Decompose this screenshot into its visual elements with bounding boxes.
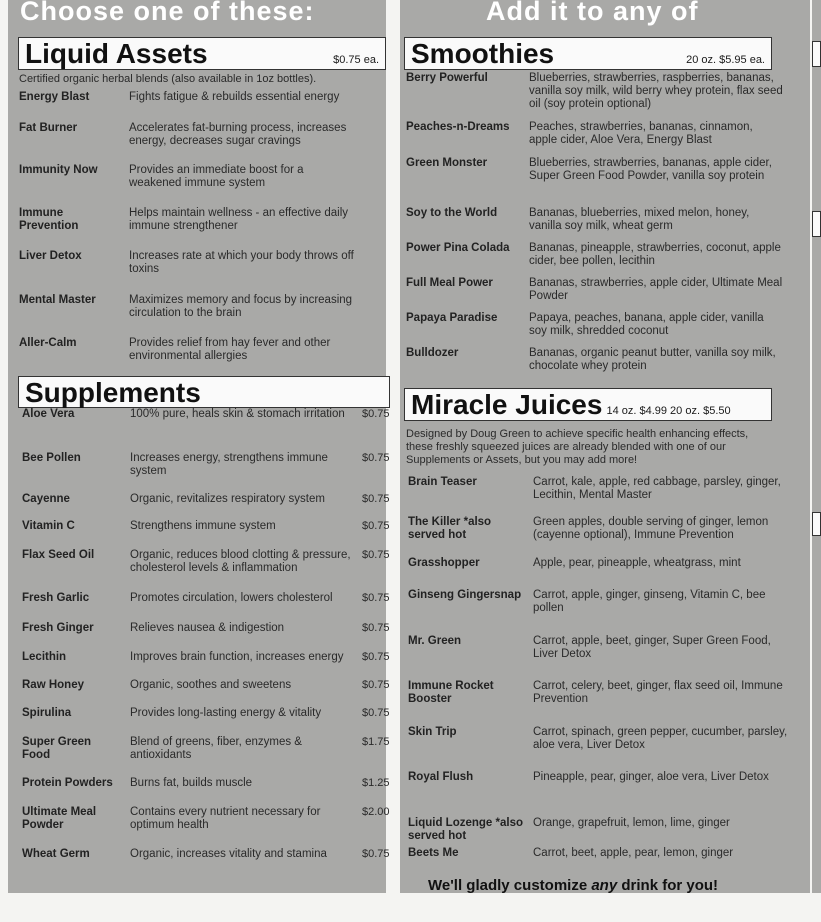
miracle-juices-note: Designed by Doug Green to achieve specific health enhancing effects, these freshly squeezed juices are already blended with one of our Supplements or Assets, but you may add more! — [406, 428, 749, 466]
item-price: $1.25 — [362, 777, 390, 789]
item-name: Power Pina Colada — [406, 242, 510, 254]
item-price: $0.75 — [362, 848, 390, 860]
item-description: Bananas, strawberries, apple cider, Ultimate Meal Powder — [529, 277, 783, 302]
item-description: Provides an immediate boost for a weakened immune system — [129, 164, 304, 189]
item-description: Bananas, organic peanut butter, vanilla soy milk, chocolate whey protein — [529, 347, 776, 372]
item-description: Contains every nutrient necessary for optimum health — [130, 806, 321, 831]
liquid-assets-header — [18, 37, 386, 70]
item-name: Berry Powerful — [406, 72, 488, 84]
item-name: Ginseng Gingersnap — [408, 589, 522, 601]
item-name: Brain Teaser — [408, 476, 477, 488]
item-description: Organic, increases vitality and stamina — [130, 848, 327, 860]
item-name: Aloe Vera — [22, 408, 75, 420]
item-description: Promotes circulation, lowers cholesterol — [130, 592, 333, 604]
left-column — [8, 0, 390, 893]
item-price: $0.75 — [362, 622, 390, 634]
item-description: Provides relief from hay fever and other environmental allergies — [129, 337, 331, 362]
item-name: Ultimate Meal Powder — [22, 806, 97, 831]
item-description: Orange, grapefruit, lemon, lime, ginger — [533, 817, 730, 829]
right-edge-column — [812, 0, 821, 893]
item-description: Bananas, pineapple, strawberries, coconut, apple cider, bee pollen, lecithin — [529, 242, 781, 267]
edge-tab-mid — [812, 211, 821, 237]
item-name: Soy to the World — [406, 207, 498, 219]
footer-text-post: drink for you! — [617, 877, 719, 894]
item-name: Skin Trip — [408, 726, 457, 738]
item-description: Strengthens immune system — [130, 520, 276, 532]
footer-text-pre: We'll gladly customize — [428, 877, 592, 894]
item-description: Carrot, kale, apple, red cabbage, parsley, ginger, Lecithin, Mental Master — [533, 476, 781, 501]
item-name: Spirulina — [22, 707, 72, 719]
item-name: Wheat Germ — [22, 848, 90, 860]
item-price: $1.75 — [362, 736, 390, 748]
item-price: $0.75 — [362, 520, 390, 532]
item-price: $0.75 — [362, 707, 390, 719]
right-banner: Add it to any of — [486, 0, 699, 26]
item-description: Pineapple, pear, ginger, aloe vera, Liver Detox — [533, 771, 769, 783]
item-name: Bee Pollen — [22, 452, 81, 464]
item-description: Carrot, apple, beet, ginger, Super Green Food, Liver Detox — [533, 635, 771, 660]
item-description: Apple, pear, pineapple, wheatgrass, mint — [533, 557, 741, 569]
item-name: Fresh Garlic — [22, 592, 90, 604]
item-price: $0.75 — [362, 493, 390, 505]
right-column — [400, 0, 810, 893]
smoothies-header — [404, 37, 772, 70]
item-name: The Killer *also served hot — [408, 516, 492, 541]
item-name: Fresh Ginger — [22, 622, 94, 634]
edge-tab-low — [812, 512, 821, 536]
item-price: $0.75 — [362, 592, 390, 604]
supplements-title: Supplements — [25, 377, 201, 408]
liquid-assets-title: Liquid Assets — [25, 38, 208, 69]
item-description: Carrot, spinach, green pepper, cucumber, parsley, aloe vera, Liver Detox — [533, 726, 788, 751]
item-name: Mental Master — [19, 294, 96, 306]
item-description: Maximizes memory and focus by increasing circulation to the brain — [129, 294, 353, 319]
item-name: Flax Seed Oil — [22, 549, 95, 561]
item-name: Liquid Lozenge *also served hot — [408, 817, 524, 842]
left-banner: Choose one of these: — [20, 0, 315, 26]
item-name: Mr. Green — [408, 635, 462, 647]
item-name: Lecithin — [22, 651, 67, 663]
item-price: $0.75 — [362, 408, 390, 420]
item-description: Accelerates fat-burning process, increases energy, decreases sugar cravings — [129, 122, 347, 147]
item-name: Raw Honey — [22, 679, 84, 691]
item-name: Fat Burner — [19, 122, 78, 134]
footer-text-em: any — [591, 877, 618, 894]
item-name: Royal Flush — [408, 771, 474, 783]
item-description: Peaches, strawberries, bananas, cinnamon, apple cider, Aloe Vera, Energy Blast — [529, 121, 753, 146]
item-description: 100% pure, heals skin & stomach irritation — [130, 408, 345, 420]
miracle-juices-title: Miracle Juices — [411, 389, 603, 420]
item-description: Organic, soothes and sweetens — [130, 679, 292, 691]
item-description: Increases rate at which your body throws off toxins — [129, 250, 354, 275]
liquid-assets-price: $0.75 ea. — [333, 54, 379, 66]
item-name: Immune Prevention — [19, 207, 79, 232]
item-name: Aller-Calm — [19, 337, 77, 349]
item-description: Relieves nausea & indigestion — [130, 622, 285, 634]
item-name: Bulldozer — [406, 347, 459, 359]
item-description: Provides long-lasting energy & vitality — [130, 707, 322, 719]
item-price: $0.75 — [362, 679, 390, 691]
item-description: Burns fat, builds muscle — [130, 777, 253, 789]
item-name: Papaya Paradise — [406, 312, 498, 324]
item-description: Papaya, peaches, banana, apple cider, vanilla soy milk, shredded coconut — [529, 312, 764, 337]
customize-footer — [428, 877, 718, 894]
item-description: Improves brain function, increases energy — [130, 651, 344, 663]
item-name: Grasshopper — [408, 557, 480, 569]
liquid-assets-note: Certified organic herbal blends (also available in 1oz bottles). — [19, 73, 317, 85]
item-name: Peaches-n-Dreams — [406, 121, 510, 133]
item-description: Organic, reduces blood clotting & pressure, cholesterol levels & inflammation — [130, 549, 351, 574]
item-name: Liver Detox — [19, 250, 82, 262]
item-description: Carrot, apple, ginger, ginseng, Vitamin C, bee pollen — [533, 589, 766, 614]
item-name: Immunity Now — [19, 164, 98, 176]
item-description: Blend of greens, fiber, enzymes & antioxidants — [130, 736, 302, 761]
item-description: Increases energy, strengthens immune system — [130, 452, 328, 477]
item-name: Cayenne — [22, 493, 70, 505]
miracle-juices-price: 14 oz. $4.99 20 oz. $5.50 — [606, 405, 731, 417]
item-price: $0.75 — [362, 651, 390, 663]
item-description: Blueberries, strawberries, raspberries, bananas, vanilla soy milk, wild berry whey protein, flax seed oil (soy protein optional) — [529, 72, 783, 110]
smoothies-title: Smoothies — [411, 38, 555, 69]
miracle-juices-header — [404, 388, 772, 421]
item-name: Beets Me — [408, 847, 459, 859]
supplements-header — [18, 376, 390, 408]
item-description: Fights fatigue & rebuilds essential energy — [129, 91, 340, 103]
item-description: Organic, revitalizes respiratory system — [130, 493, 325, 505]
item-name: Full Meal Power — [406, 277, 493, 289]
item-description: Blueberries, strawberries, bananas, apple cider, Super Green Food Powder, vanilla soy protein — [529, 157, 772, 182]
item-name: Super Green Food — [22, 736, 92, 761]
item-description: Carrot, beet, apple, pear, lemon, ginger — [533, 847, 734, 859]
smoothies-price: 20 oz. $5.95 ea. — [686, 54, 765, 66]
item-name: Protein Powders — [22, 777, 113, 789]
item-description: Green apples, double serving of ginger, lemon (cayenne optional), Immune Prevention — [533, 516, 769, 541]
item-name: Green Monster — [406, 157, 488, 169]
item-name: Immune Rocket Booster — [408, 680, 494, 705]
item-description: Helps maintain wellness - an effective daily immune strengthener — [129, 207, 349, 232]
item-name: Vitamin C — [22, 520, 75, 532]
edge-tab-top — [812, 41, 821, 67]
item-price: $2.00 — [362, 806, 390, 818]
item-description: Carrot, celery, beet, ginger, flax seed oil, Immune Prevention — [533, 680, 783, 705]
item-description: Bananas, blueberries, mixed melon, honey, vanilla soy milk, wheat germ — [529, 207, 750, 232]
item-name: Energy Blast — [19, 91, 90, 103]
item-price: $0.75 — [362, 452, 390, 464]
item-price: $0.75 — [362, 549, 390, 561]
